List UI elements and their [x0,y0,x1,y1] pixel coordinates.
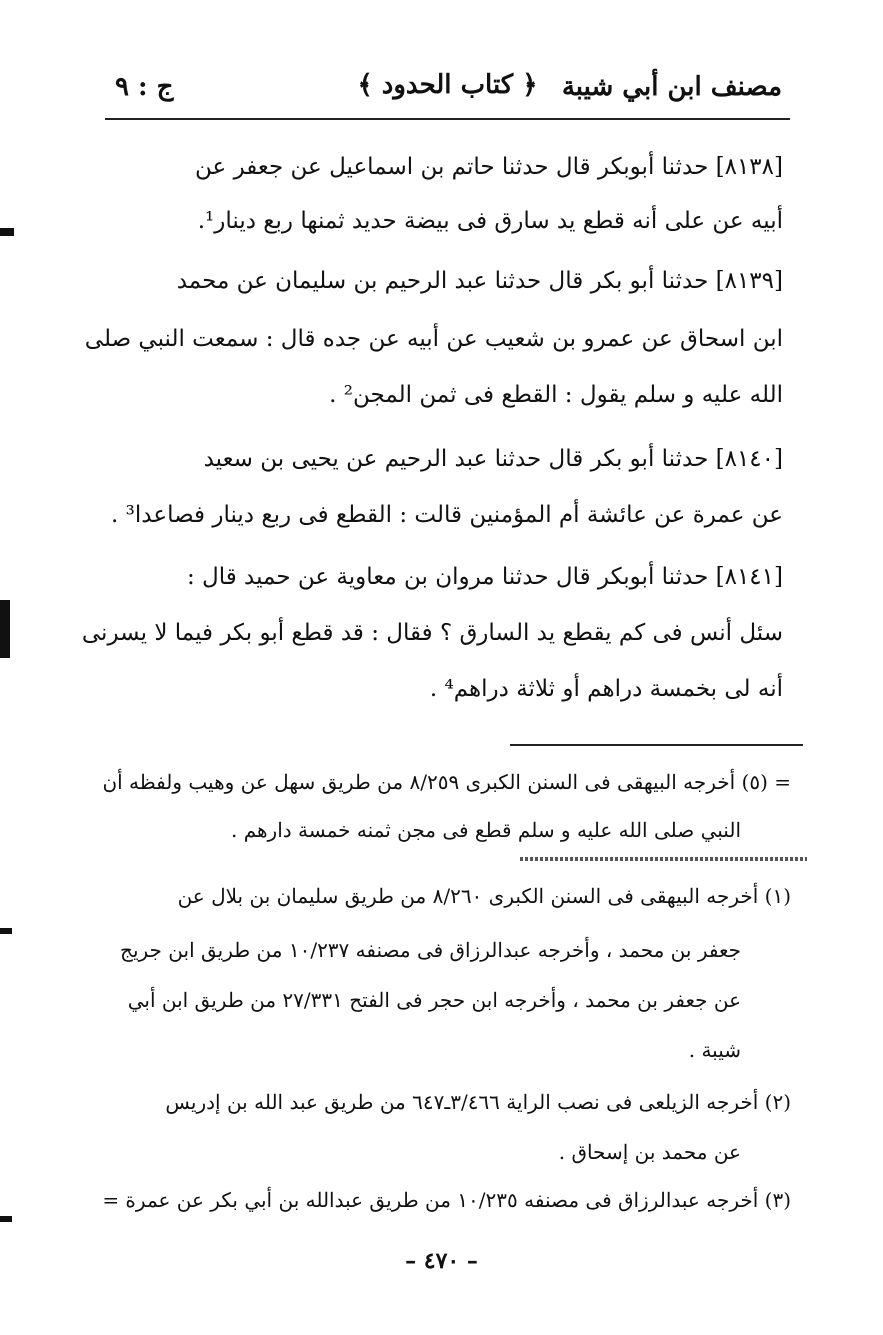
hadith-line: عن عمرة عن عائشة أم المؤمنين قالت : القطع فى ربع دينار فصاعدا³ . [111,502,783,528]
hadith-line: [٨١٣٩] حدثنا أبو بكر قال حدثنا عبد الرحيم بن سليمان عن محمد [176,268,783,294]
hadith-line: أبيه عن على أنه قطع يد سارق فى بيضة حديد ثمنها ربع دينار¹. [197,208,783,234]
footnote-line: عن محمد بن إسحاق . [558,1140,741,1164]
header-rule [105,118,790,120]
footnote-line: (٣) أخرجه عبدالرزاق فى مصنفه ١٠/٢٣٥ من طريق عبدالله بن أبي بكر عن عمرة = [102,1188,791,1212]
page-number: – ٤٧٠ – [405,1248,478,1274]
hadith-line: [٨١٣٨] حدثنا أبوبكر قال حدثنا حاتم بن اسماعيل عن جعفر عن [195,154,783,180]
book-title: مصنف ابن أبي شيبة [561,72,782,102]
footnote-wavy-rule [520,857,807,861]
hadith-line: [٨١٤٠] حدثنا أبو بكر قال حدثنا عبد الرحيم عن يحيى بن سعيد [203,446,783,472]
hadith-line: [٨١٤١] حدثنا أبوبكر قال حدثنا مروان بن معاوية عن حميد قال : [186,564,783,590]
scan-mark [0,228,14,236]
footnote-line: شيبة . [688,1038,741,1062]
footnote-line: (٢) أخرجه الزيلعى فى نصب الراية ٣/٤٦٦ـ٦٤٧ من طريق عبد الله بن إدريس [165,1090,791,1114]
chapter-title: ﴿ كتاب الحدود ﴾ [357,70,538,100]
hadith-line: أنه لى بخمسة دراهم أو ثلاثة دراهم⁴ . [429,676,783,702]
footnote-line: عن جعفر بن محمد ، وأخرجه ابن حجر فى الفتح ٢٧/٣٣١ من طريق ابن أبي [127,988,741,1012]
footnote-separator [510,744,803,746]
page-header [105,66,790,108]
footnote-line: جعفر بن محمد ، وأخرجه عبدالرزاق فى مصنفه ١٠/٢٣٧ من طريق ابن جريج [120,938,741,962]
scan-mark [0,1216,12,1222]
hadith-line: الله عليه و سلم يقول : القطع فى ثمن المجن² . [329,382,783,408]
scan-mark [0,600,10,658]
scan-mark [0,928,12,934]
volume-number: ج : ٩ [115,72,174,102]
hadith-line: ابن اسحاق عن عمرو بن شعيب عن أبيه عن جده قال : سمعت النبي صلى [84,326,783,352]
footnote-line: النبي صلى الله عليه و سلم قطع فى مجن ثمنه خمسة دارهم . [230,818,741,842]
footnote-line: = (٥) أخرجه البيهقى فى السنن الكبرى ٨/٢٥٩ من طريق سهل عن وهيب ولفظه أن [102,770,791,794]
footnote-line: (١) أخرجه البيهقى فى السنن الكبرى ٨/٢٦٠ من طريق سليمان بن بلال عن [177,884,791,908]
hadith-line: سئل أنس فى كم يقطع يد السارق ؟ فقال : قد قطع أبو بكر فيما لا يسرنى [81,620,783,646]
